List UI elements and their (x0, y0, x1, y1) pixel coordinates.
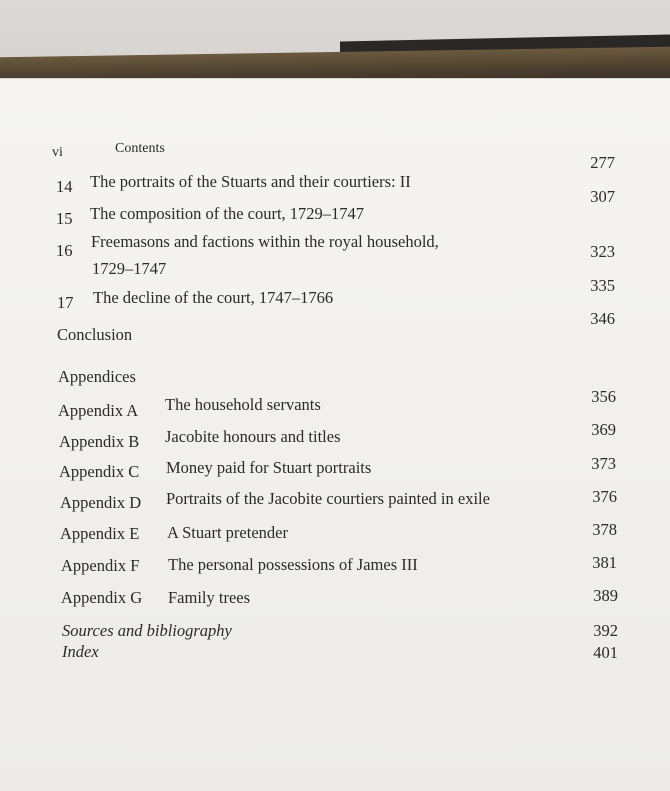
chapter-page: 277 (590, 153, 615, 172)
appendix-title: Family trees (168, 588, 251, 607)
appendix-label: Appendix E (60, 524, 140, 543)
chapter-number: 17 (57, 293, 74, 312)
appendix-label: Appendix B (59, 432, 140, 451)
chapter-number: 16 (56, 241, 73, 260)
appendix-title: The household servants (165, 395, 321, 414)
appendix-title: Jacobite honours and titles (165, 427, 341, 446)
appendix-page: 381 (592, 553, 617, 572)
contents-page (0, 78, 670, 791)
bibliography-page: 392 (593, 621, 618, 640)
conclusion-page: 346 (590, 309, 615, 328)
index-title: Index (62, 642, 99, 661)
appendix-title: Portraits of the Jacobite courtiers painted in exile (166, 489, 490, 508)
appendix-page: 378 (592, 520, 617, 539)
appendix-title: The personal possessions of James III (168, 555, 418, 574)
chapter-title: The composition of the court, 1729–1747 (90, 204, 365, 223)
running-head: Contents (115, 141, 165, 156)
appendix-page: 356 (591, 387, 616, 406)
appendix-title: Money paid for Stuart portraits (166, 458, 372, 477)
appendix-label: Appendix A (58, 401, 139, 420)
chapter-number: 14 (56, 177, 73, 196)
chapter-page: 307 (590, 187, 615, 206)
appendices-heading: Appendices (58, 367, 136, 386)
appendix-label: Appendix C (59, 462, 140, 481)
page-number: vi (52, 145, 63, 160)
chapter-page: 323 (590, 242, 615, 261)
appendix-page: 389 (593, 586, 618, 605)
chapter-page: 335 (590, 276, 615, 295)
appendix-page: 376 (592, 487, 617, 506)
chapter-title: Freemasons and factions within the royal household, (91, 232, 439, 251)
appendix-title: A Stuart pretender (167, 523, 288, 542)
chapter-number: 15 (56, 209, 73, 228)
appendix-label: Appendix D (60, 493, 142, 512)
chapter-title: The decline of the court, 1747–1766 (93, 288, 334, 307)
appendix-page: 373 (591, 454, 616, 473)
appendix-page: 369 (591, 420, 616, 439)
chapter-title-continued: 1729–1747 (92, 259, 167, 278)
index-page: 401 (593, 643, 618, 662)
conclusion-title: Conclusion (57, 325, 133, 344)
chapter-title: The portraits of the Stuarts and their courtiers: II (90, 172, 411, 191)
bibliography-title: Sources and bibliography (62, 621, 232, 640)
appendix-label: Appendix G (61, 588, 143, 607)
appendix-label: Appendix F (61, 556, 140, 575)
